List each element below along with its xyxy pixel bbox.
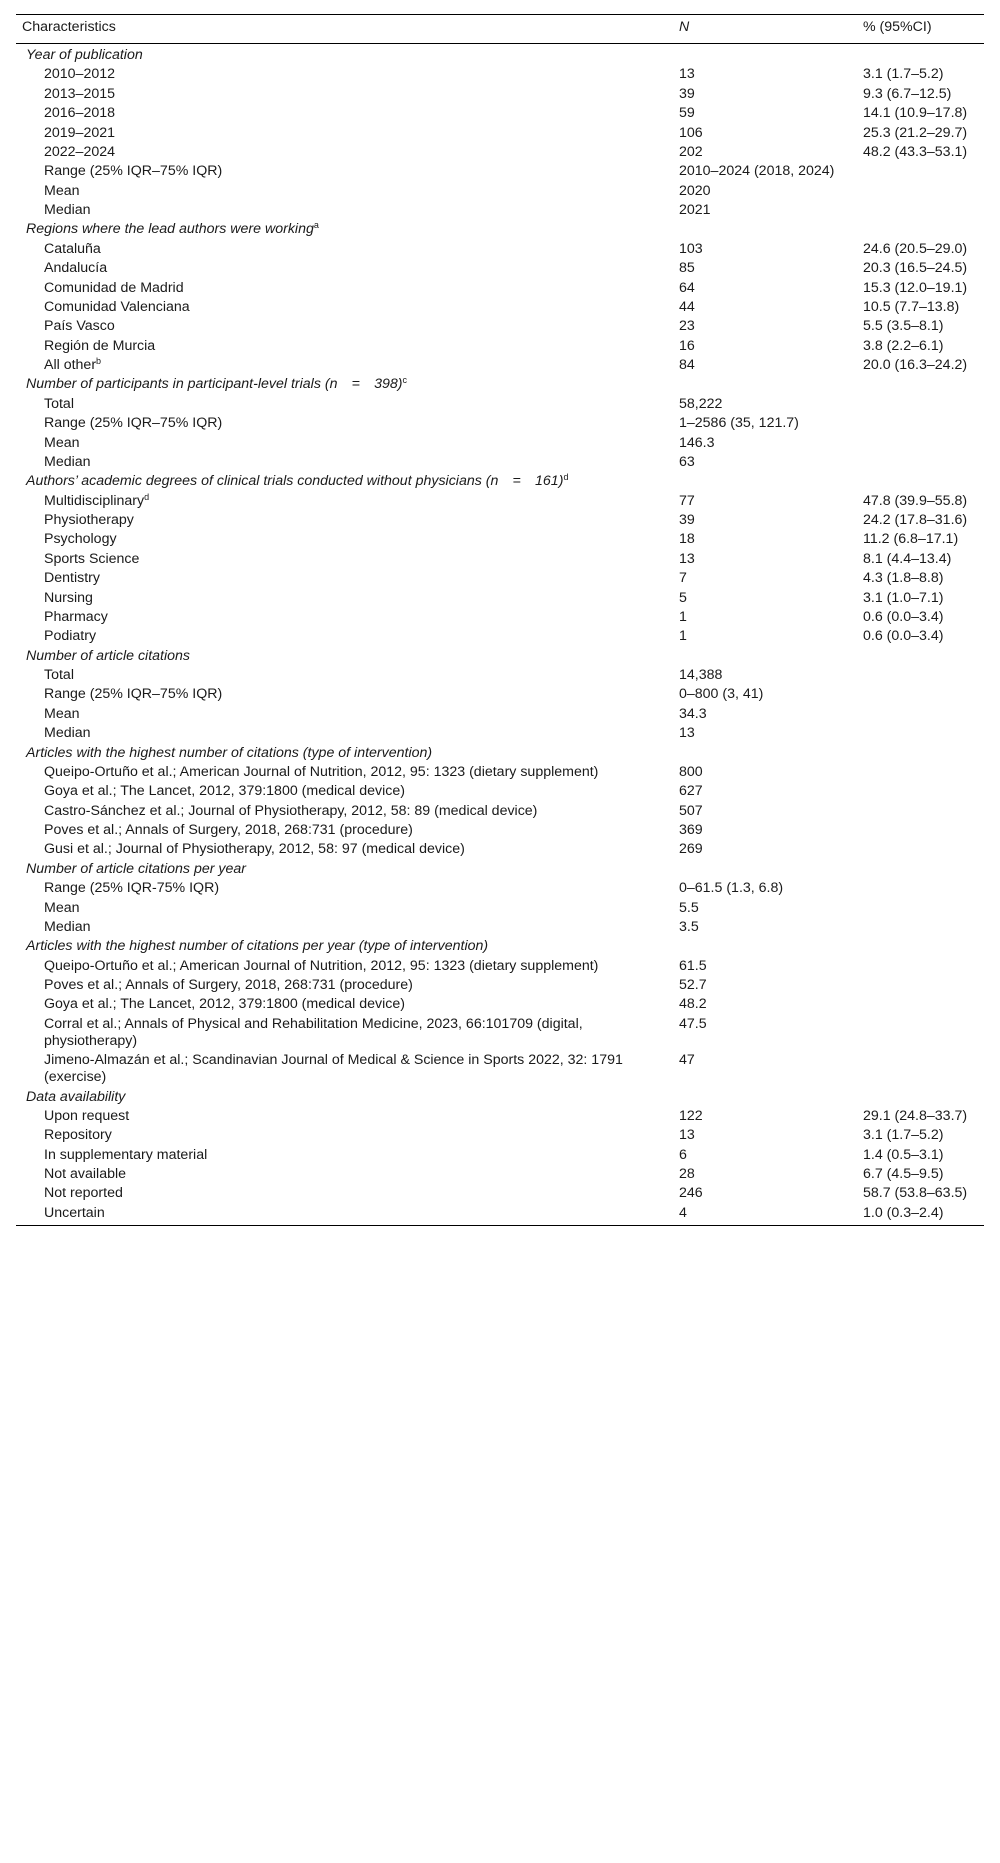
row-n: 13 [679,1127,695,1144]
row-label [16,995,673,1014]
table-row [16,1015,984,1051]
table-body [16,44,984,1226]
row-label [16,685,673,704]
row-label-text: Total [44,667,74,683]
row-pct: 10.5 (7.7–13.8) [863,298,960,315]
row-pct [857,181,984,200]
row-label [16,395,673,414]
row-n: 3.5 [679,918,699,935]
row-n: 58,222 [679,395,723,412]
row-n: 1 [679,608,687,625]
row-n: 18 [679,531,695,548]
row-label-text: Mean [44,434,80,451]
table-row [16,1165,984,1184]
row-label-text: 2019–2021 [44,124,116,141]
row-pct [857,840,984,859]
row-label-text: Cataluña [44,240,101,257]
row-pct: 3.8 (2.2–6.1) [863,337,944,354]
section-row [16,937,984,956]
row-label [16,1145,673,1164]
row-label-text: Comunidad de Madrid [44,279,184,296]
header-characteristics: Characteristics [16,15,673,44]
row-label-text: Sports Science [44,550,140,567]
row-label [16,840,673,859]
row-pct: 25.3 (21.2–29.7) [863,124,968,141]
row-label [16,569,673,588]
table-row [16,1126,984,1145]
row-label-text: All other [44,357,97,373]
table-row [16,724,984,743]
row-n: 269 [679,841,703,858]
section-label: Number of article citations [26,647,191,664]
row-label [16,201,673,220]
row-pct: 20.0 (16.3–24.2) [863,357,968,373]
row-n: 7 [679,570,687,587]
row-label-text: Range (25% IQR–75% IQR) [44,686,223,703]
row-n: 48.2 [679,996,707,1013]
row-n: 2020 [679,182,711,199]
row-label [16,511,673,530]
row-n: 507 [679,802,703,819]
row-pct [857,395,984,414]
footnote-marker: d [144,491,150,502]
table-row [16,685,984,704]
row-label-text: Goya et al.; The Lancet, 2012, 379:1800 (medical device) [44,783,405,800]
footnote-marker: a [313,220,319,231]
row-label [16,627,673,646]
row-label [16,1126,673,1145]
table-row [16,181,984,200]
row-pct [857,898,984,917]
section-title [16,220,984,239]
table-row [16,627,984,646]
footnote-marker: b [96,356,102,366]
row-n: 64 [679,279,695,296]
row-n: 103 [679,240,703,257]
row-pct [857,201,984,220]
row-pct [857,414,984,433]
table-row [16,821,984,840]
row-n: 39 [679,85,695,102]
row-label [16,879,673,898]
table-row [16,453,984,472]
row-pct [857,918,984,937]
row-pct: 3.1 (1.7–5.2) [863,1127,944,1144]
row-label-text: Median [44,453,91,470]
row-n: 59 [679,105,695,122]
section-title [16,743,984,762]
section-title [16,1087,984,1106]
row-pct [857,995,984,1014]
row-n: 13 [679,725,695,742]
table-row [16,801,984,820]
row-n: 39 [679,512,695,528]
table-row [16,1145,984,1164]
row-n: 5.5 [679,899,699,916]
row-pct [857,433,984,452]
row-pct [857,666,984,685]
table-row [16,530,984,549]
row-n: 34.3 [679,705,707,722]
row-label [16,1051,673,1087]
row-pct: 5.5 (3.5–8.1) [863,318,944,335]
section-label: Articles with the highest number of citations per year (type of intervention) [26,938,489,955]
row-label [16,705,673,724]
row-pct [857,724,984,743]
row-pct [857,162,984,181]
row-label [16,433,673,452]
row-pct [857,801,984,820]
row-pct: 1.4 (0.5–3.1) [863,1146,944,1163]
row-n: 627 [679,783,703,800]
table-row [16,143,984,162]
row-label-text: Median [44,202,91,218]
row-label-text: Psychology [44,531,117,548]
footnote-marker: c [402,375,408,386]
row-n: 4 [673,1204,857,1226]
table-row [16,511,984,530]
row-n: 85 [679,260,695,277]
row-label [16,782,673,801]
table-row [16,395,984,414]
row-pct: 11.2 (6.8–17.1) [863,531,959,548]
row-label [16,608,673,627]
row-pct [857,1015,984,1051]
section-label: Year of publication [26,47,143,63]
table-row [16,162,984,181]
table-row [16,569,984,588]
section-title [16,472,984,491]
row-n: 800 [679,763,703,780]
row-pct: 24.6 (20.5–29.0) [863,240,968,257]
row-n: 146.3 [679,434,715,451]
row-n: 202 [679,143,703,160]
section-row [16,220,984,239]
section-row [16,1087,984,1106]
table-row [16,433,984,452]
table-row [16,956,984,975]
row-label [16,1184,673,1203]
row-n: 52.7 [679,977,707,993]
row-pct [857,705,984,724]
row-n: 0–800 (3, 41) [679,686,764,703]
row-label-text: Repository [44,1127,112,1144]
table-row [16,259,984,278]
row-label-text: Uncertain [44,1204,105,1221]
row-label-text: Corral et al.; Annals of Physical and Rehabilitation Medicine, 2023, 66:101709 (digital, physiotherapy) [44,1015,583,1049]
row-n: 5 [679,589,687,606]
table-row [16,666,984,685]
row-pct: 20.3 (16.5–24.5) [863,260,968,277]
row-label-text: Mean [44,705,80,722]
row-n: 6 [679,1146,687,1163]
row-label-text: Nursing [44,589,93,606]
table-row [16,898,984,917]
section-row [16,44,984,66]
section-row [16,743,984,762]
row-pct: 4.3 (1.8–8.8) [863,570,944,587]
row-label [16,898,673,917]
header-row [16,15,984,44]
section-title [16,860,984,879]
row-label [16,588,673,607]
row-pct [857,763,984,782]
row-pct [857,782,984,801]
row-label [16,123,673,142]
row-label [16,65,673,84]
row-pct: 29.1 (24.8–33.7) [863,1107,968,1124]
table-row [16,414,984,433]
row-n: 47.5 [679,1015,707,1032]
row-label [16,143,673,162]
row-label [16,821,673,840]
row-n: 246 [679,1185,703,1202]
row-label [16,356,673,375]
row-label-text: Multidisciplinary [44,492,145,509]
row-n: 61.5 [679,957,707,974]
table-row [16,1051,984,1087]
row-pct [857,821,984,840]
table-row [16,879,984,898]
row-label [16,104,673,123]
row-label-text: Median [44,725,91,742]
row-n: 2010–2024 (2018, 2024) [679,163,835,180]
section-label: Authors’ academic degrees of clinical trials conducted without physicians (n = 161) [26,473,564,490]
footnote-marker: d [563,472,569,483]
row-n: 23 [679,318,695,335]
section-label: Articles with the highest number of citations (type of intervention) [26,744,433,761]
table-row [16,1184,984,1203]
row-label-text: Not available [44,1166,127,1182]
row-label-text: Comunidad Valenciana [44,298,190,315]
table-row [16,705,984,724]
row-label [16,530,673,549]
row-label [16,317,673,336]
row-label-text: Mean [44,182,80,199]
table-row [16,104,984,123]
row-n: 63 [679,453,695,470]
row-label-text: Physiotherapy [44,512,134,528]
row-pct: 3.1 (1.7–5.2) [863,66,944,83]
row-n: 1 [679,628,687,645]
row-label-text: Andalucía [44,260,108,277]
row-label [16,453,673,472]
row-label [16,259,673,278]
row-label [16,1204,673,1226]
row-label-text: Poves et al.; Annals of Surgery, 2018, 268:731 (procedure) [44,977,413,993]
row-pct [857,956,984,975]
row-n: 13 [679,550,695,567]
row-pct: 1.0 (0.3–2.4) [857,1204,984,1226]
row-label [16,956,673,975]
table-row [16,782,984,801]
row-label-text: Total [44,395,74,412]
row-label [16,491,673,510]
row-label [16,278,673,297]
row-n: 47 [679,1052,695,1069]
row-label [16,85,673,104]
table-row [16,840,984,859]
row-n: 122 [679,1107,703,1124]
row-label-text: 2013–2015 [44,85,116,102]
row-n: 106 [679,124,703,141]
row-pct: 15.3 (12.0–19.1) [863,279,968,296]
row-label [16,724,673,743]
row-label-text: Pharmacy [44,608,108,625]
row-n: 84 [679,357,695,373]
table-row [16,356,984,375]
row-label-text: Upon request [44,1107,130,1124]
table-row [16,65,984,84]
section-title [16,937,984,956]
table-row [16,976,984,995]
row-label [16,336,673,355]
table-row [16,608,984,627]
row-pct: 3.1 (1.0–7.1) [863,589,944,606]
row-label [16,1015,673,1051]
row-label [16,162,673,181]
row-label-text: Not reported [44,1185,123,1202]
row-label [16,801,673,820]
row-label-text: Range (25% IQR–75% IQR) [44,163,223,180]
row-pct: 0.6 (0.0–3.4) [863,628,944,645]
row-label [16,181,673,200]
row-n: 14,388 [679,667,723,683]
table-row [16,298,984,317]
section-label: Regions where the lead authors were working [26,221,314,238]
section-row [16,646,984,665]
row-label-text: Range (25% IQR–75% IQR) [44,415,223,432]
row-label-text: Queipo-Ortuño et al.; American Journal of Nutrition, 2012, 95: 1323 (dietary supplement) [44,763,599,780]
row-n: 28 [679,1166,695,1182]
row-pct: 24.2 (17.8–31.6) [863,512,968,528]
header-pct: % (95%CI) [857,15,984,44]
row-label-text: País Vasco [44,318,115,335]
row-label-text: Queipo-Ortuño et al.; American Journal of Nutrition, 2012, 95: 1323 (dietary supplement) [44,957,599,974]
row-label [16,550,673,569]
row-label [16,1165,673,1184]
row-label [16,976,673,995]
row-label [16,666,673,685]
row-label-text: Gusi et al.; Journal of Physiotherapy, 2012, 58: 97 (medical device) [44,841,465,858]
row-n: 44 [679,298,695,315]
row-n: 0–61.5 (1.3, 6.8) [679,880,784,897]
row-n: 2021 [679,202,711,218]
row-n: 1–2586 (35, 121.7) [679,415,799,432]
row-pct [857,976,984,995]
row-label [16,918,673,937]
row-pct: 48.2 (43.3–53.1) [863,143,968,160]
header-n: N [673,15,857,44]
row-pct: 47.8 (39.9–55.8) [863,492,968,509]
table-row [16,763,984,782]
row-pct: 58.7 (53.8–63.5) [863,1185,968,1202]
row-n: 77 [679,492,695,509]
row-label [16,763,673,782]
table-row [16,1204,984,1226]
row-label-text: Podiatry [44,628,97,645]
section-title [16,646,984,665]
row-label [16,240,673,259]
row-label-text: 2010–2012 [44,66,116,83]
row-label-text: 2022–2024 [44,143,116,160]
table-row [16,240,984,259]
row-label [16,1107,673,1126]
row-label-text: Mean [44,899,80,916]
table-row [16,588,984,607]
section-row [16,860,984,879]
row-pct [857,685,984,704]
row-label-text: Median [44,918,91,935]
row-label-text: Región de Murcia [44,337,156,354]
row-n: 13 [679,66,695,83]
characteristics-table [16,14,984,1226]
table-row [16,918,984,937]
table-row [16,336,984,355]
table-row [16,317,984,336]
section-row [16,472,984,491]
table-row [16,85,984,104]
row-label-text: Castro-Sánchez et al.; Journal of Physiotherapy, 2012, 58: 89 (medical device) [44,802,538,819]
row-label-text: Jimeno-Almazán et al.; Scandinavian Journal of Medical & Science in Sports 2022, 32: 1791 (exercise) [44,1052,623,1086]
table-row [16,201,984,220]
row-pct: 9.3 (6.7–12.5) [863,85,952,102]
row-label [16,414,673,433]
row-n: 369 [679,822,703,838]
section-title [16,44,984,66]
section-label: Data availability [26,1088,126,1105]
row-pct: 8.1 (4.4–13.4) [863,550,952,567]
section-label: Number of participants in participant-level trials (n = 398) [26,376,403,393]
table-row [16,491,984,510]
row-pct [857,879,984,898]
table-row [16,550,984,569]
row-label [16,298,673,317]
table-row [16,123,984,142]
row-n: 16 [679,337,695,354]
row-label-text: In supplementary material [44,1146,208,1163]
table-row [16,1107,984,1126]
row-pct: 14.1 (10.9–17.8) [863,105,968,122]
row-label-text: Goya et al.; The Lancet, 2012, 379:1800 (medical device) [44,996,405,1013]
section-label: Number of article citations per year [26,860,246,877]
row-pct: 6.7 (4.5–9.5) [863,1166,944,1182]
row-label-text: Range (25% IQR-75% IQR) [44,880,220,897]
section-row [16,375,984,394]
row-pct [857,453,984,472]
row-label-text: Poves et al.; Annals of Surgery, 2018, 268:731 (procedure) [44,822,413,838]
row-pct [857,1051,984,1087]
row-pct: 0.6 (0.0–3.4) [863,608,944,625]
section-title [16,375,984,394]
row-label-text: Dentistry [44,570,100,587]
table-header [16,15,984,44]
table-row [16,995,984,1014]
table-row [16,278,984,297]
row-label-text: 2016–2018 [44,105,116,122]
